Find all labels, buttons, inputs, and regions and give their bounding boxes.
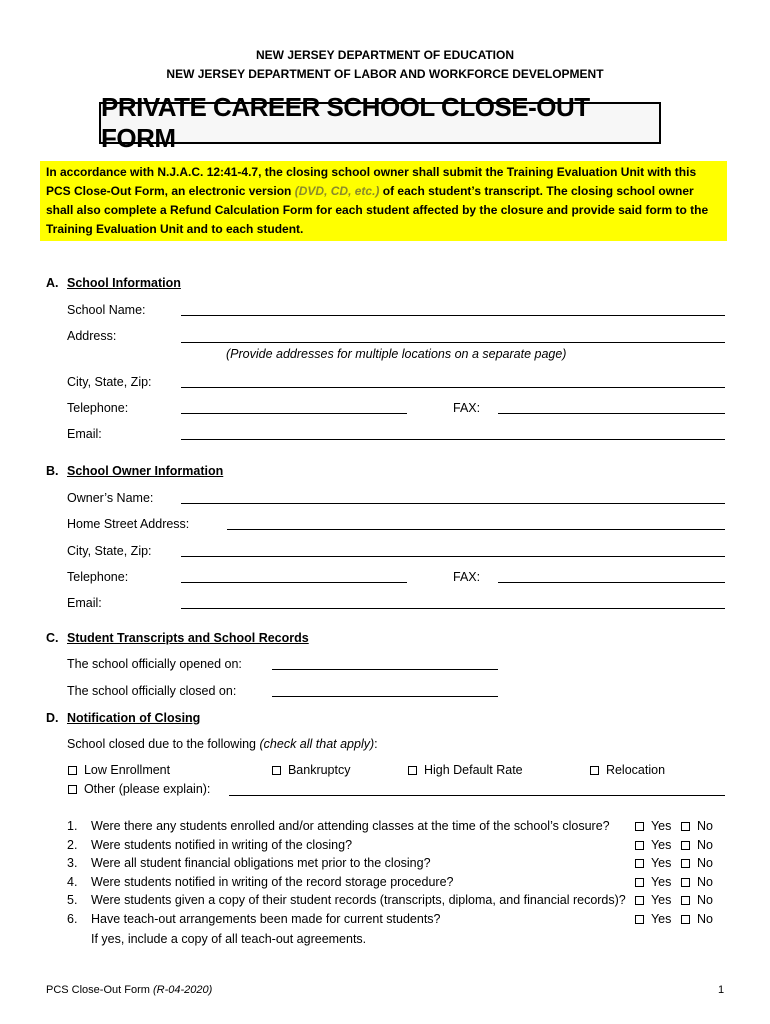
checkbox-icon[interactable] <box>635 859 644 868</box>
closing-reasons-intro <box>67 737 378 751</box>
section-a-heading <box>46 276 181 290</box>
notice-accent: (DVD, CD, etc.) <box>294 184 380 198</box>
owner-email-field[interactable] <box>181 608 725 609</box>
checkbox-icon[interactable] <box>68 785 77 794</box>
no-option[interactable] <box>681 912 713 926</box>
intro-italic: (check all that apply) <box>259 737 375 751</box>
owner-fax-field[interactable] <box>498 582 725 583</box>
section-d-heading <box>46 711 201 725</box>
no-option[interactable] <box>681 875 713 889</box>
no-label: No <box>696 893 713 907</box>
intro-end: : <box>374 737 378 751</box>
section-b-heading <box>46 464 224 478</box>
yes-option[interactable] <box>635 819 671 833</box>
owner-city-label: City, State, Zip: <box>67 544 152 558</box>
reason-label: Relocation <box>605 763 666 777</box>
intro-text: School closed due to the following <box>67 737 260 751</box>
no-option[interactable] <box>681 838 713 852</box>
owner-telephone-label: Telephone: <box>67 570 129 584</box>
yes-label: Yes <box>650 856 672 870</box>
checkbox-icon[interactable] <box>635 822 644 831</box>
no-option[interactable] <box>681 856 713 870</box>
yes-label: Yes <box>650 912 672 926</box>
footer-form-name <box>46 984 212 996</box>
no-option[interactable] <box>681 819 713 833</box>
checkbox-icon[interactable] <box>590 766 599 775</box>
footer-revision: (R-04-2020) <box>152 984 213 996</box>
city-label: City, State, Zip: <box>67 375 152 389</box>
email-label: Email: <box>67 427 102 441</box>
reason-bankruptcy[interactable] <box>272 763 350 777</box>
question-number: 5. <box>67 893 78 907</box>
checkbox-icon[interactable] <box>635 841 644 850</box>
opened-label: The school officially opened on: <box>67 657 242 671</box>
section-a-title: School Information <box>67 276 181 290</box>
address-label: Address: <box>67 329 117 343</box>
reason-low-enrollment[interactable] <box>68 763 170 777</box>
yes-label: Yes <box>650 893 672 907</box>
other-explain-field[interactable] <box>229 795 725 796</box>
closed-date-field[interactable] <box>272 696 498 697</box>
opened-date-field[interactable] <box>272 669 498 670</box>
telephone-field[interactable] <box>181 413 407 414</box>
checkbox-icon[interactable] <box>681 859 690 868</box>
question-number: 1. <box>67 819 78 833</box>
reason-label: Bankruptcy <box>287 763 351 777</box>
reason-relocation[interactable] <box>590 763 665 777</box>
city-field[interactable] <box>181 387 725 388</box>
home-address-label: Home Street Address: <box>67 517 190 531</box>
notice-text-1: In accordance with N.J.A.C. 12:41-4.7, the closing school owner shall submit the Training Evaluation Unit with this PCS Close-Out Form, an electronic version <box>46 165 697 198</box>
address-note: (Provide addresses for multiple locations on a separate page) <box>226 347 567 361</box>
reason-high-default-rate[interactable] <box>408 763 523 777</box>
reason-other[interactable] <box>68 782 210 796</box>
owner-telephone-field[interactable] <box>181 582 407 583</box>
school-name-label: School Name: <box>67 303 146 317</box>
no-label: No <box>696 912 713 926</box>
no-label: No <box>696 838 713 852</box>
no-label: No <box>696 819 713 833</box>
reason-label: Other (please explain): <box>83 782 211 796</box>
footer-name-text: PCS Close-Out Form <box>46 984 153 996</box>
checkbox-icon[interactable] <box>681 878 690 887</box>
checkbox-icon[interactable] <box>635 915 644 924</box>
section-b-letter: B. <box>46 464 59 478</box>
reason-label: High Default Rate <box>423 763 523 777</box>
closed-label: The school officially closed on: <box>67 684 237 698</box>
section-a-letter: A. <box>46 276 59 290</box>
no-label: No <box>696 875 713 889</box>
reason-label: Low Enrollment <box>83 763 171 777</box>
section-b-title: School Owner Information <box>67 464 224 478</box>
yes-label: Yes <box>650 819 672 833</box>
q6-note: If yes, include a copy of all teach-out agreements. <box>91 932 367 946</box>
question-text: Were students notified in writing of the closing? <box>91 838 353 852</box>
no-label: No <box>696 856 713 870</box>
yes-option[interactable] <box>635 875 671 889</box>
checkbox-icon[interactable] <box>681 896 690 905</box>
yes-option[interactable] <box>635 856 671 870</box>
owner-email-label: Email: <box>67 596 102 610</box>
question-text: Were students notified in writing of the record storage procedure? <box>91 875 454 889</box>
owner-city-field[interactable] <box>181 556 725 557</box>
question-number: 3. <box>67 856 78 870</box>
address-field[interactable] <box>181 342 725 343</box>
checkbox-icon[interactable] <box>408 766 417 775</box>
yes-option[interactable] <box>635 838 671 852</box>
section-d-title: Notification of Closing <box>67 711 201 725</box>
question-text: Were students given a copy of their student records (transcripts, diploma, and financial records)? <box>91 893 626 907</box>
question-number: 4. <box>67 875 78 889</box>
checkbox-icon[interactable] <box>681 915 690 924</box>
section-c-letter: C. <box>46 631 59 645</box>
owner-name-label: Owner’s Name: <box>67 491 154 505</box>
yes-label: Yes <box>650 838 672 852</box>
checkbox-icon[interactable] <box>272 766 281 775</box>
checkbox-icon[interactable] <box>681 841 690 850</box>
question-text: Have teach-out arrangements been made for current students? <box>91 912 441 926</box>
form-title-box <box>99 92 661 153</box>
owner-name-field[interactable] <box>181 503 725 504</box>
agency-line-2: NEW JERSEY DEPARTMENT OF LABOR AND WORKFORCE DEVELOPMENT <box>166 67 604 81</box>
checkbox-icon[interactable] <box>68 766 77 775</box>
fax-label: FAX: <box>453 401 481 415</box>
home-address-field[interactable] <box>227 529 725 530</box>
section-d-letter: D. <box>46 711 59 725</box>
yes-option[interactable] <box>635 893 671 907</box>
checkbox-icon[interactable] <box>635 878 644 887</box>
yes-option[interactable] <box>635 912 671 926</box>
fax-field[interactable] <box>498 413 725 414</box>
agency-line-1: NEW JERSEY DEPARTMENT OF EDUCATION <box>255 48 515 62</box>
school-name-field[interactable] <box>181 315 725 316</box>
question-text: Were there any students enrolled and/or attending classes at the time of the school’s closure? <box>91 819 610 833</box>
checkbox-icon[interactable] <box>635 896 644 905</box>
question-number: 2. <box>67 838 78 852</box>
form-title: PRIVATE CAREER SCHOOL CLOSE-OUT FORM <box>101 92 590 153</box>
owner-fax-label: FAX: <box>453 570 481 584</box>
section-c-title: Student Transcripts and School Records <box>67 631 309 645</box>
yes-label: Yes <box>650 875 672 889</box>
page-number: 1 <box>718 984 725 996</box>
question-text: Were all student financial obligations met prior to the closing? <box>91 856 431 870</box>
section-c-heading <box>46 631 309 645</box>
question-number: 6. <box>67 912 78 926</box>
notice-text-2: of each student’s transcript. The closing school owner shall also complete a Refund Calculation Form for each student affected by the closure and provide said form to the Training Evaluation Unit and to each student. <box>46 184 709 236</box>
checkbox-icon[interactable] <box>681 822 690 831</box>
email-field[interactable] <box>181 439 725 440</box>
telephone-label: Telephone: <box>67 401 129 415</box>
no-option[interactable] <box>681 893 713 907</box>
notice-box <box>40 161 727 241</box>
